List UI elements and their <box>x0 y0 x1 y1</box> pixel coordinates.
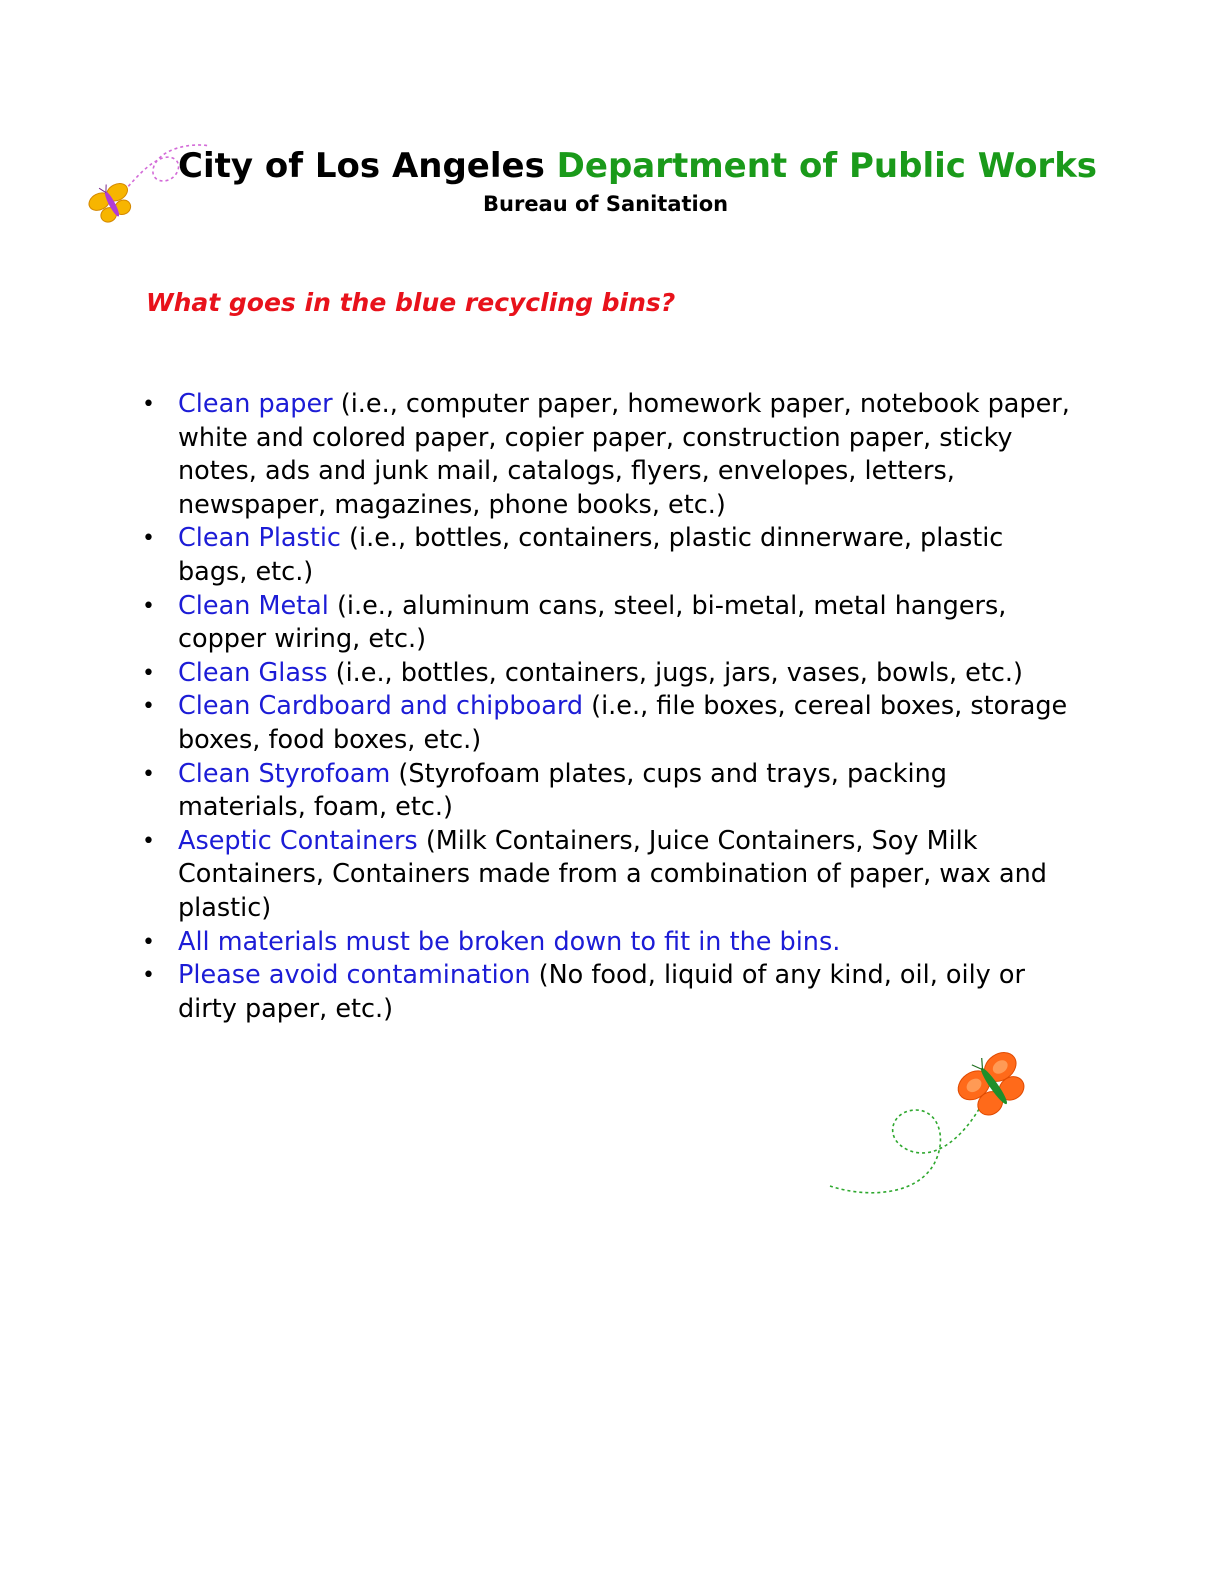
question-heading: What goes in the blue recycling bins? <box>146 288 676 317</box>
bullet-icon: • <box>142 694 155 720</box>
item-lead: All materials must be broken down to fit in the bins. <box>178 926 841 957</box>
list-item <box>140 926 1075 960</box>
list-item <box>140 522 1075 589</box>
item-lead: Clean paper <box>178 389 333 419</box>
department-name: Department of Public Works <box>556 146 1098 186</box>
item-lead: Aseptic Containers <box>178 825 418 856</box>
bullet-icon: • <box>142 660 155 686</box>
bullet-icon: • <box>142 761 155 787</box>
list-item <box>140 388 1075 522</box>
list-item <box>140 657 1075 691</box>
item-detail: (Styrofoam plates, cups and trays, packing materials, foam, etc.) <box>178 758 947 823</box>
item-detail: (i.e., computer paper, homework paper, notebook paper, white and colored paper, copier paper, construction paper, sticky notes, ads and junk mail, catalogs, flyers, envelopes, letters, newspaper, magazines, phone books, etc.) <box>178 389 1070 520</box>
orange-butterfly-icon <box>826 1046 1038 1202</box>
item-detail: (i.e., bottles, containers, plastic dinnerware, plastic bags, etc.) <box>178 523 1004 587</box>
item-detail: (Milk Containers, Juice Containers, Soy Milk Containers, Containers made from a combination of paper, wax and plastic) <box>178 825 1047 923</box>
bureau-subtitle: Bureau of Sanitation <box>483 192 729 216</box>
list-item <box>140 690 1075 757</box>
item-lead: Please avoid contamination <box>178 960 531 991</box>
item-detail: (i.e., file boxes, cereal boxes, storage boxes, food boxes, etc.) <box>178 691 1068 755</box>
recycling-items-list <box>140 388 1075 1026</box>
item-detail: (i.e., bottles, containers, jugs, jars, vases, bowls, etc.) <box>327 657 1023 688</box>
item-detail: (No food, liquid of any kind, oil, oily or dirty paper, etc.) <box>178 960 1025 1024</box>
bullet-icon: • <box>142 963 155 989</box>
list-item <box>140 825 1075 926</box>
item-lead: Clean Glass <box>178 657 328 688</box>
bullet-icon: • <box>142 392 155 417</box>
city-name: City of Los Angeles <box>178 146 545 186</box>
list-item <box>140 590 1075 657</box>
page-title <box>178 144 1097 188</box>
bullet-icon: • <box>142 593 155 619</box>
item-lead: Clean Metal <box>178 590 329 621</box>
item-lead: Clean Plastic <box>178 523 341 554</box>
list-item <box>140 959 1075 1026</box>
bullet-icon: • <box>142 929 155 955</box>
list-item <box>140 758 1075 825</box>
item-detail: (i.e., aluminum cans, steel, bi-metal, metal hangers, copper wiring, etc.) <box>178 590 1007 655</box>
item-lead: Clean Cardboard and chipboard <box>178 691 584 722</box>
bullet-icon: • <box>142 526 155 552</box>
bullet-icon: • <box>142 828 155 854</box>
item-lead: Clean Styrofoam <box>178 758 391 789</box>
